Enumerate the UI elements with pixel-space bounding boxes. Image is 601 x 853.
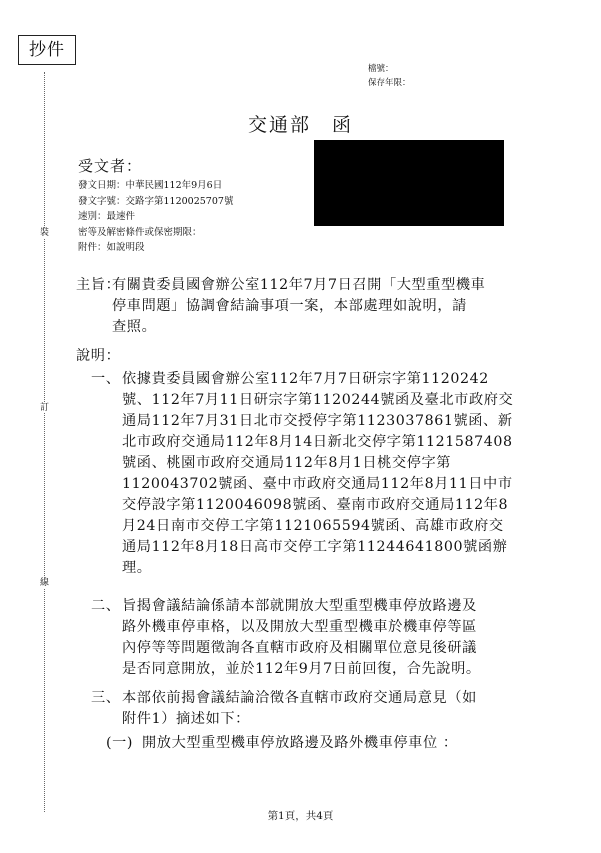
copy-stamp: 抄件 — [18, 35, 76, 65]
item-line: 理。 — [122, 560, 152, 576]
subject-line: 查照。 — [112, 319, 157, 335]
document-number: 發文字號：交路字第1120025707號 — [78, 195, 234, 207]
attachment-info: 附件：如說明段 — [78, 242, 145, 253]
subject-line: 有關貴委員國會辦公室112年7月7日召開「大型重型機車 — [112, 277, 486, 293]
item-line: 通局112年8月18日高市交停工字第11244641800號函辦 — [122, 539, 508, 555]
item-line: 1120043702號函、臺中市政府交通局112年8月11日中市 — [122, 476, 513, 492]
item-line: 依據貴委員國會辦公室112年7月7日研宗字第1120242 — [122, 371, 489, 387]
item-line: 號函、桃園市政府交通局112年8月1日桃交停字第 — [122, 455, 452, 471]
subitem-line: 開放大型重型機車停放路邊及路外機車停車位 ： — [142, 735, 458, 751]
binding-line — [44, 72, 45, 812]
page-number: 第1頁，共4頁 — [267, 810, 334, 822]
subitem-number: (一) — [106, 735, 134, 751]
subject-label: 主旨： — [76, 277, 121, 293]
item-line: 旨揭會議結論係請本部就開放大型重型機車停放路邊及 — [122, 598, 477, 614]
item-line: 北市政府交通局112年8月14日新北交停字第1121587408 — [122, 434, 513, 450]
item-number: 一、 — [91, 371, 121, 387]
delivery-speed: 速別：最速件 — [78, 211, 136, 222]
retention-label: 保存年限： — [368, 78, 411, 88]
item-number: 三、 — [91, 690, 121, 706]
binding-mark-mid: 訂 — [40, 403, 50, 413]
item-line: 路外機車停車格，以及開放大型重型機車於機車停等區 — [122, 619, 477, 635]
archive-info — [368, 62, 411, 90]
item-number: 二、 — [91, 598, 121, 614]
binding-mark-bottom: 線 — [40, 578, 50, 588]
explanation-label: 說明： — [76, 348, 121, 364]
file-number-label: 檔號： — [368, 64, 394, 74]
issue-date: 發文日期：中華民國112年9月6日 — [78, 180, 223, 191]
item-line: 通局112年7月31日北市交授停字第1123037861號函、新 — [122, 413, 513, 429]
redaction-block — [314, 140, 504, 226]
item-line: 月24日南市交停工字第1121065594號函、高雄市政府交 — [122, 518, 504, 534]
subject-line: 停車問題」協調會結論事項一案，本部處理如說明，請 — [112, 298, 467, 314]
item-line: 號、112年7月11日研宗字第1120244號函及臺北市政府交 — [122, 392, 514, 408]
document-title: 交通部 函 — [247, 114, 353, 136]
item-line: 附件1）摘述如下： — [122, 711, 250, 727]
document-meta — [78, 178, 233, 256]
security-level: 密等及解密條件或保密期限： — [78, 226, 202, 238]
item-line: 內停等等問題徵詢各直轄市政府及相關單位意見後研議 — [122, 640, 477, 656]
recipient-label: 受文者： — [78, 157, 143, 175]
item-line: 是否同意開放，並於112年9月7日前回復，合先說明。 — [122, 661, 481, 677]
binding-mark-top: 裝 — [40, 228, 50, 238]
item-line: 本部依前揭會議結論洽徵各直轄市政府交通局意見（如 — [122, 690, 477, 706]
item-line: 交停設字第1120046098號函、臺南市政府交通局112年8 — [122, 497, 509, 513]
